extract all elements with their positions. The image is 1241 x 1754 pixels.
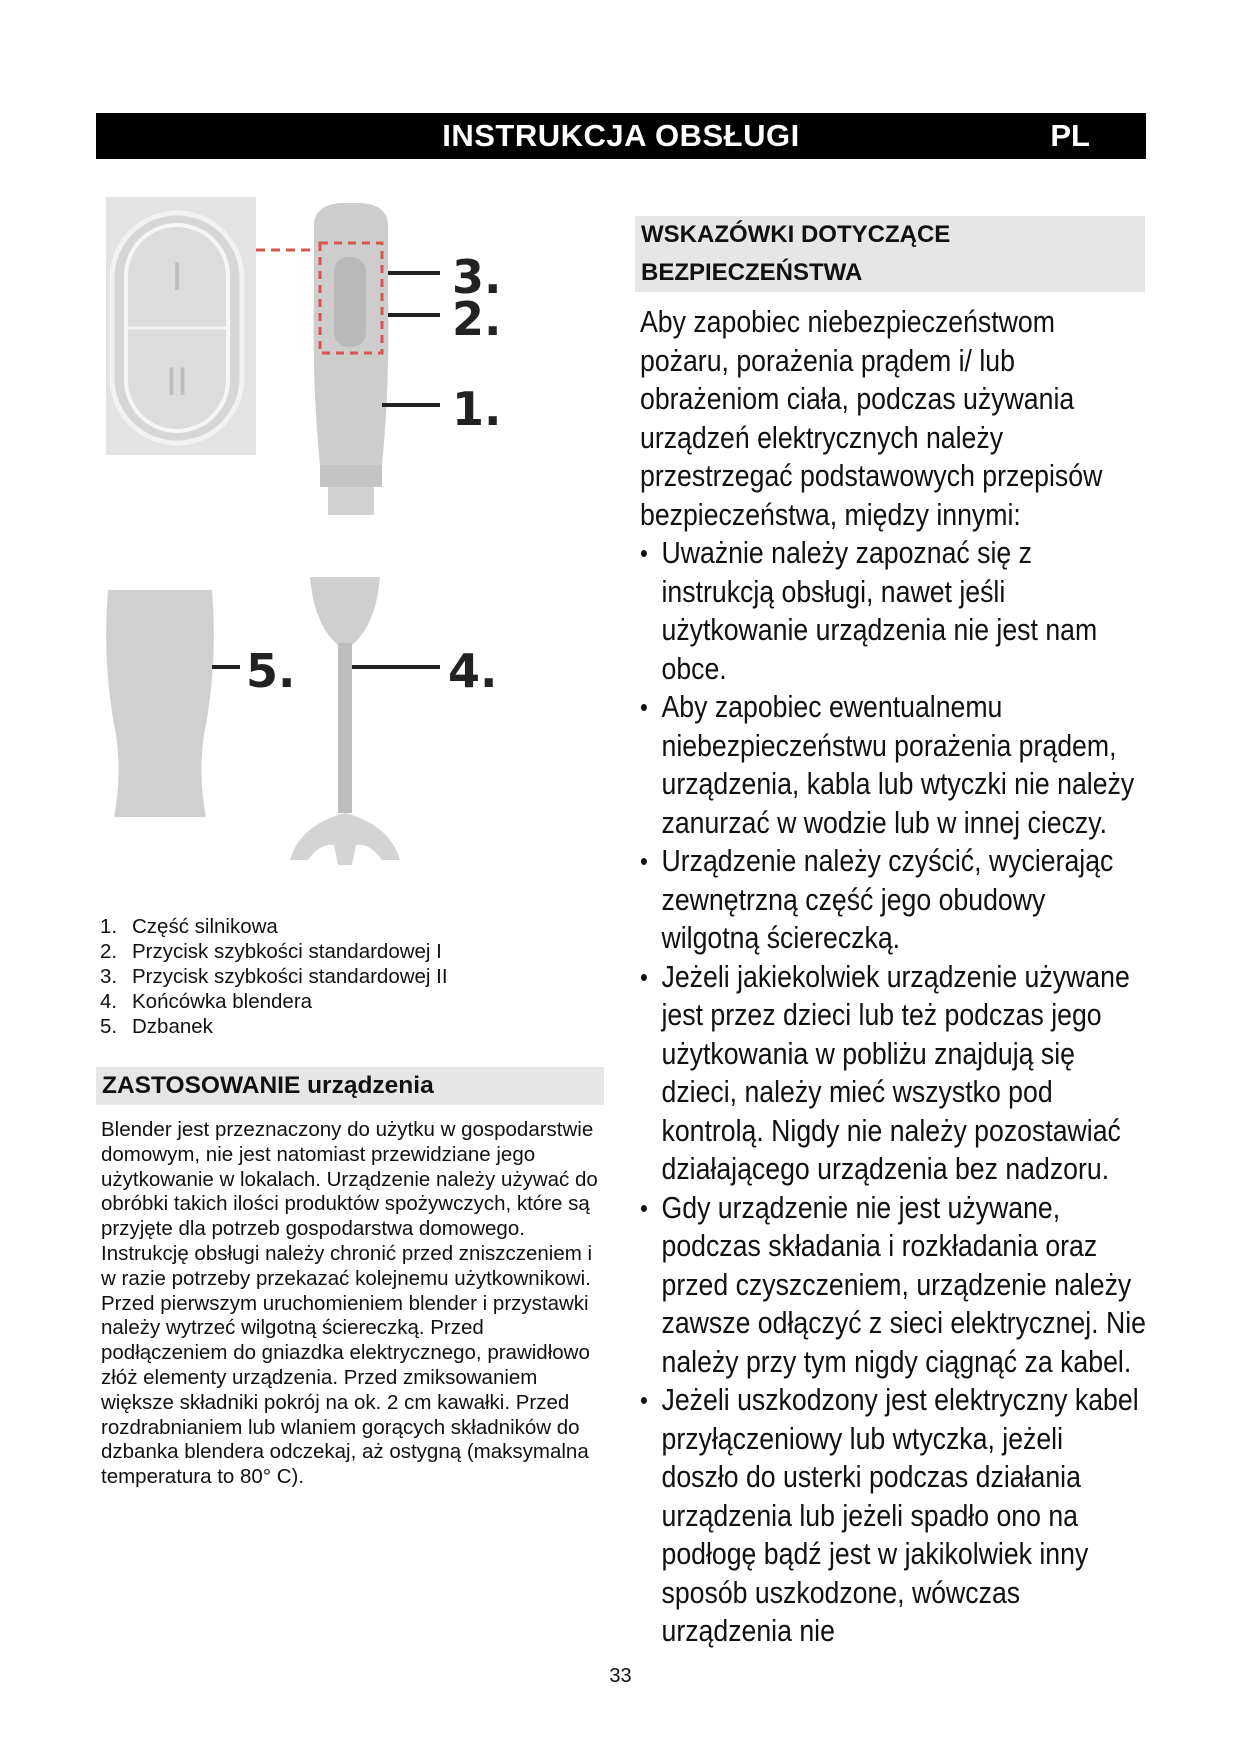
list-item: • Aby zapobiec ewentualnemu niebezpieczeństwu porażenia prądem, urządzenia, kabla lub wtyczki nie należy zanurzać w wodzie lub w innej cieczy. xyxy=(640,688,1147,842)
blender-attachment xyxy=(290,577,400,865)
callout-1: 1. xyxy=(452,382,502,436)
page-number: 33 xyxy=(609,1665,632,1687)
header-bar xyxy=(96,113,1146,159)
usage-heading-bar xyxy=(96,1067,604,1105)
safety-heading-bar xyxy=(635,216,1145,292)
list-item: • Gdy urządzenie nie jest używane, podczas składania i rozkładania oraz przed czyszczeniem, urządzenie należy zawsze odłączyć z sieci elektrycznej. Nie należy przy tym nigdy ciągnąć za kabel. xyxy=(640,1189,1147,1382)
blender-parts-figure xyxy=(100,195,520,885)
list-item: 3. Przycisk szybkości standardowej II xyxy=(100,965,448,988)
speed-two-mark: II xyxy=(165,360,189,404)
list-item: • Jeżeli jakiekolwiek urządzenie używane jest przez dzieci lub też podczas jego użytkowania w pobliżu znajdują się dzieci, należy mieć wszystko pod kontrolą. Nigdy nie należy pozostawiać działającego urządzenia bez nadzoru. xyxy=(640,958,1147,1189)
list-item: 4. Końcówka blendera xyxy=(100,990,313,1013)
safety-list xyxy=(640,534,1147,1651)
document-title: INSTRUKCJA OBSŁUGI xyxy=(442,118,800,153)
button-panel-closeup xyxy=(106,197,256,455)
parts-list xyxy=(100,914,448,1039)
motor-unit xyxy=(314,203,389,515)
list-item: • Jeżeli uszkodzony jest elektryczny kabel przyłączeniowy lub wtyczka, jeżeli doszło do usterki podczas działania urządzenia lub jeżeli spadło ono na podłogę bądź jest w jakikolwiek inny sposób uszkodzone, wówczas urządzenia nie xyxy=(640,1381,1147,1651)
list-item: • Uważnie należy zapoznać się z instrukcją obsługi, nawet jeśli użytkowanie urządzenia nie jest nam obce. xyxy=(640,534,1147,688)
safety-heading-line1: WSKAZÓWKI DOTYCZĄCE xyxy=(641,221,951,248)
callout-5: 5. xyxy=(246,644,296,698)
list-item: 2. Przycisk szybkości standardowej I xyxy=(100,940,442,963)
safety-intro: Aby zapobiec niebezpieczeństwom pożaru, porażenia prądem i/ lub obrażeniom ciała, podczas używania urządzeń elektrycznych należy przestrzegać podstawowych przepisów bezpieczeństwa, między innymi: xyxy=(640,304,1103,532)
callout-4: 4. xyxy=(448,644,498,698)
language-code: PL xyxy=(1050,118,1090,153)
callout-3: 3. xyxy=(452,250,502,304)
safety-heading-line2: BEZPIECZEŃSTWA xyxy=(641,259,863,286)
jug xyxy=(106,590,214,817)
usage-text: Blender jest przeznaczony do użytku w gospodarstwie domowym, nie jest natomiast przewidziane jego użytkowanie w lokalach. Urządzenie należy używać do obróbki takich ilości produktów spożywczych, które są przyjęte dla potrzeb gospodarstwa domowego. Instrukcję obsługi należy chronić przed zniszczeniem i w razie potrzeby przekazać kolejnemu użytkownikowi. Przed pierwszym uruchomieniem blender i przystawki należy wytrzeć wilgotną ściereczką. Przed podłączeniem do gniazdka elektrycznego, prawidłowo złóż elementy urządzenia. Przed zmiksowaniem większe składniki pokrój na ok. 2 cm kawałki. Przed rozdrabnianiem lub wlaniem gorących składników do dzbanka blendera odczekaj, aż ostygną (maksymalna temperatura to 80° C). xyxy=(101,1118,598,1489)
list-item: 1. Część silnikowa xyxy=(100,915,278,938)
speed-one-mark: I xyxy=(171,255,183,299)
list-item: • Urządzenie należy czyścić, wycierając zewnętrzną część jego obudowy wilgotną ściereczką. xyxy=(640,842,1147,958)
list-item: 5. Dzbanek xyxy=(100,1015,213,1038)
callout-2: 2. xyxy=(452,292,502,346)
usage-heading: ZASTOSOWANIE urządzenia xyxy=(102,1072,434,1099)
